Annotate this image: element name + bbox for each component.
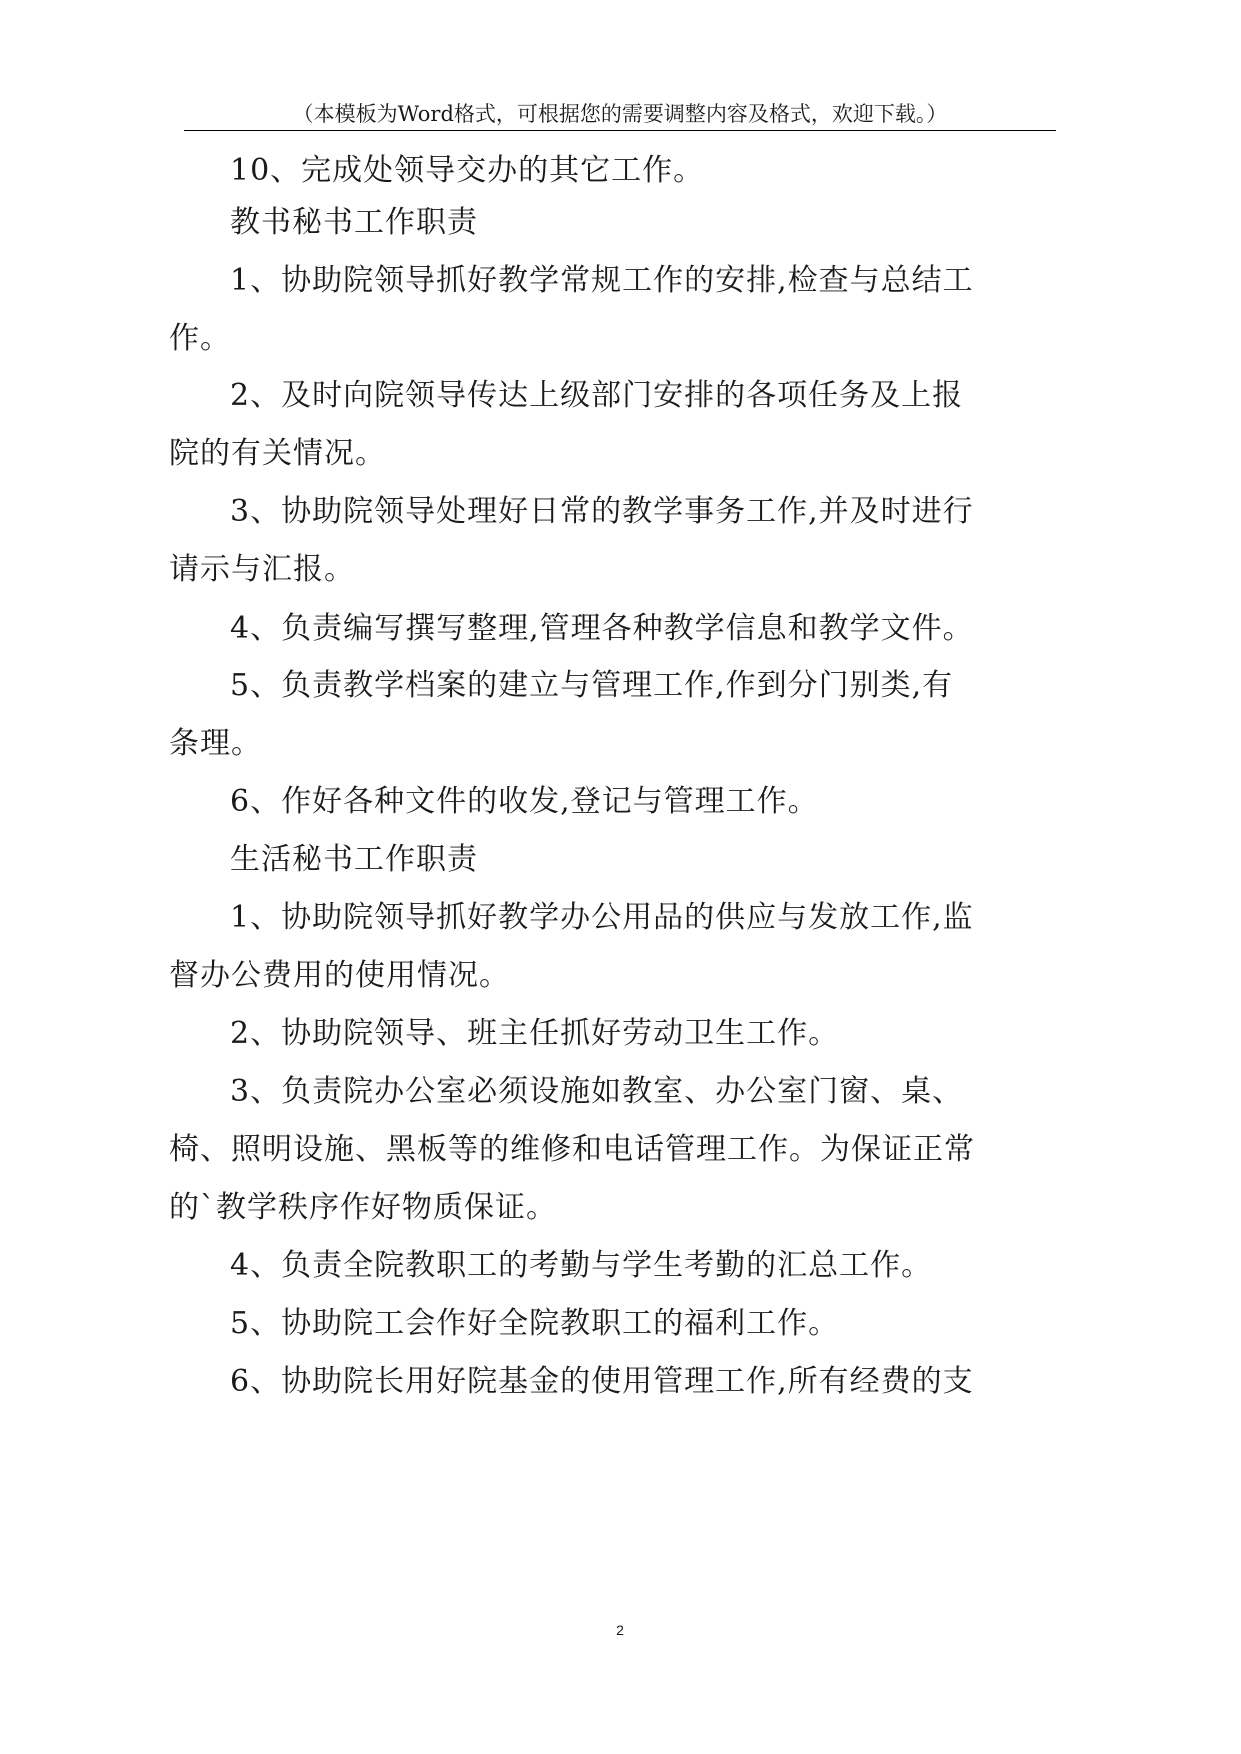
- paragraph-line: 椅、照明设施、黑板等的维修和电话管理工作。为保证正常: [169, 1132, 975, 1167]
- paragraph-line: 条理。: [169, 726, 262, 761]
- header-note: （本模板为Word格式，可根据您的需要调整内容及格式，欢迎下载。）: [292, 102, 948, 126]
- paragraph-line: 的`教学秩序作好物质保证。: [169, 1190, 557, 1225]
- paragraph-line: 6、协助院长用好院基金的使用管理工作,所有经费的支: [230, 1364, 974, 1399]
- paragraph-line: 4、负责编写撰写整理,管理各种教学信息和教学文件。: [230, 611, 974, 646]
- paragraph-line: 5、协助院工会作好全院教职工的福利工作。: [230, 1306, 840, 1341]
- paragraph-line: 3、负责院办公室必须设施如教室、办公室门窗、桌、: [230, 1074, 964, 1109]
- paragraph-line: 2、及时向院领导传达上级部门安排的各项任务及上报: [230, 378, 964, 413]
- paragraph-line: 请示与汇报。: [169, 552, 355, 587]
- paragraph-line: 督办公费用的使用情况。: [169, 958, 510, 993]
- section-heading: 生活秘书工作职责: [230, 842, 478, 877]
- header-divider: [184, 130, 1056, 131]
- paragraph-line: 1、协助院领导抓好教学常规工作的安排,检查与总结工: [230, 263, 974, 298]
- paragraph-line: 3、协助院领导处理好日常的教学事务工作,并及时进行: [230, 494, 974, 529]
- paragraph-line: 5、负责教学档案的建立与管理工作,作到分门别类,有: [230, 668, 954, 703]
- paragraph-line: 10、完成处领导交办的其它工作。: [230, 153, 705, 188]
- paragraph-line: 2、协助院领导、班主任抓好劳动卫生工作。: [230, 1016, 840, 1051]
- page-number: 2: [616, 1622, 624, 1638]
- paragraph-line: 4、负责全院教职工的考勤与学生考勤的汇总工作。: [230, 1248, 933, 1283]
- paragraph-line: 1、协助院领导抓好教学办公用品的供应与发放工作,监: [230, 900, 974, 935]
- paragraph-line: 作。: [169, 321, 231, 356]
- section-heading: 教书秘书工作职责: [230, 205, 478, 240]
- paragraph-line: 院的有关情况。: [169, 436, 386, 471]
- paragraph-line: 6、作好各种文件的收发,登记与管理工作。: [230, 784, 819, 819]
